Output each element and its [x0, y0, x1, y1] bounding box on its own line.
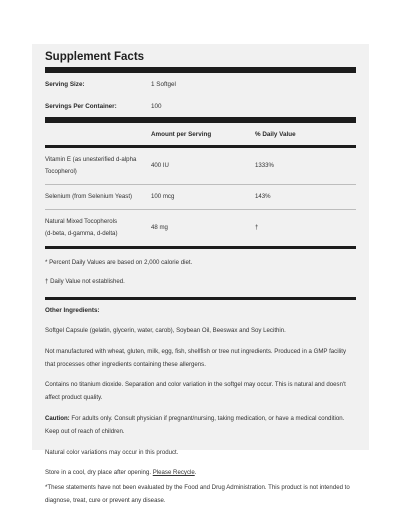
- allergen-statement: Not manufactured with wheat, gluten, milk, egg, fish, shellfish or tree nut ingredients. Produced in a GMP facility that processes other ingredients containing these allergens.: [45, 347, 347, 368]
- percent-daily-value-note: * Percent Daily Values are based on 2,000 calorie diet.: [45, 258, 193, 266]
- servings-per-container-value: 100: [151, 102, 162, 110]
- nutrient-amount: 400 IU: [151, 161, 169, 169]
- storage-text: Store in a cool, dry place after opening.: [45, 469, 153, 477]
- caution-text: For adults only. Consult physician if pregnant/nursing, taking medication, or have a medical condition. Keep out of reach of children.: [45, 414, 345, 435]
- nutrient-name-line1: Vitamin E (as unesterified d-alpha: [45, 155, 137, 163]
- table-header: [45, 123, 356, 145]
- fda-disclaimer: *These statements have not been evaluated by the Food and Drug Administration. This product is not intended to diagnose, treat, cure or prevent any disease.: [45, 484, 350, 504]
- nutrient-name: Selenium (from Selenium Yeast): [45, 192, 133, 200]
- nutrient-amount: 48 mg: [151, 223, 168, 231]
- nutrient-daily-value: †: [255, 223, 259, 231]
- nutrient-daily-value: 1333%: [255, 161, 274, 169]
- titanium-dioxide-statement: Contains no titanium dioxide. Separation and color variation in the softgel may occur. This is natural and doesn't affect product quality.: [45, 381, 346, 402]
- servings-per-container-row: [45, 95, 356, 117]
- nutrient-amount: 100 mcg: [151, 192, 175, 200]
- storage-end: .: [194, 469, 197, 477]
- nutrient-name-line2: (d-beta, d-gamma, d-delta): [45, 230, 118, 237]
- footnotes: [45, 249, 356, 297]
- please-recycle-link[interactable]: Please Recycle: [152, 469, 195, 477]
- storage-statement: [45, 467, 356, 480]
- table-row: [45, 148, 356, 184]
- nutrient-name: [45, 154, 151, 179]
- caution-label: Caution:: [45, 414, 70, 422]
- header-daily-value: % Daily Value: [255, 130, 296, 138]
- supplement-facts-panel: [32, 44, 369, 504]
- table-row: [45, 185, 356, 209]
- serving-size-label: Serving Size:: [45, 80, 85, 88]
- supplement-facts-title: Supplement Facts: [45, 51, 145, 63]
- other-ingredients-heading: Other Ingredients:: [45, 307, 100, 314]
- nutrient-name: [45, 216, 151, 241]
- serving-size-row: [45, 73, 356, 95]
- dagger-note: † Daily Value not established.: [45, 277, 125, 285]
- other-ingredients-section: [45, 300, 356, 508]
- servings-per-container-label: Servings Per Container:: [45, 102, 117, 110]
- table-row: [45, 210, 356, 246]
- nutrient-name-line2: Tocopherol): [45, 168, 77, 175]
- nutrient-daily-value: 143%: [255, 192, 271, 200]
- header-amount: Amount per Serving: [151, 130, 212, 138]
- serving-size-value: 1 Softgel: [151, 80, 176, 88]
- color-variation-statement: Natural color variations may occur in this product.: [45, 448, 179, 456]
- caution-statement: [45, 413, 356, 439]
- ingredients-text: Softgel Capsule (gelatin, glycerin, water, carob), Soybean Oil, Beeswax and Soy Lecithin.: [45, 327, 286, 334]
- nutrient-name-line1: Natural Mixed Tocopherols: [45, 217, 118, 225]
